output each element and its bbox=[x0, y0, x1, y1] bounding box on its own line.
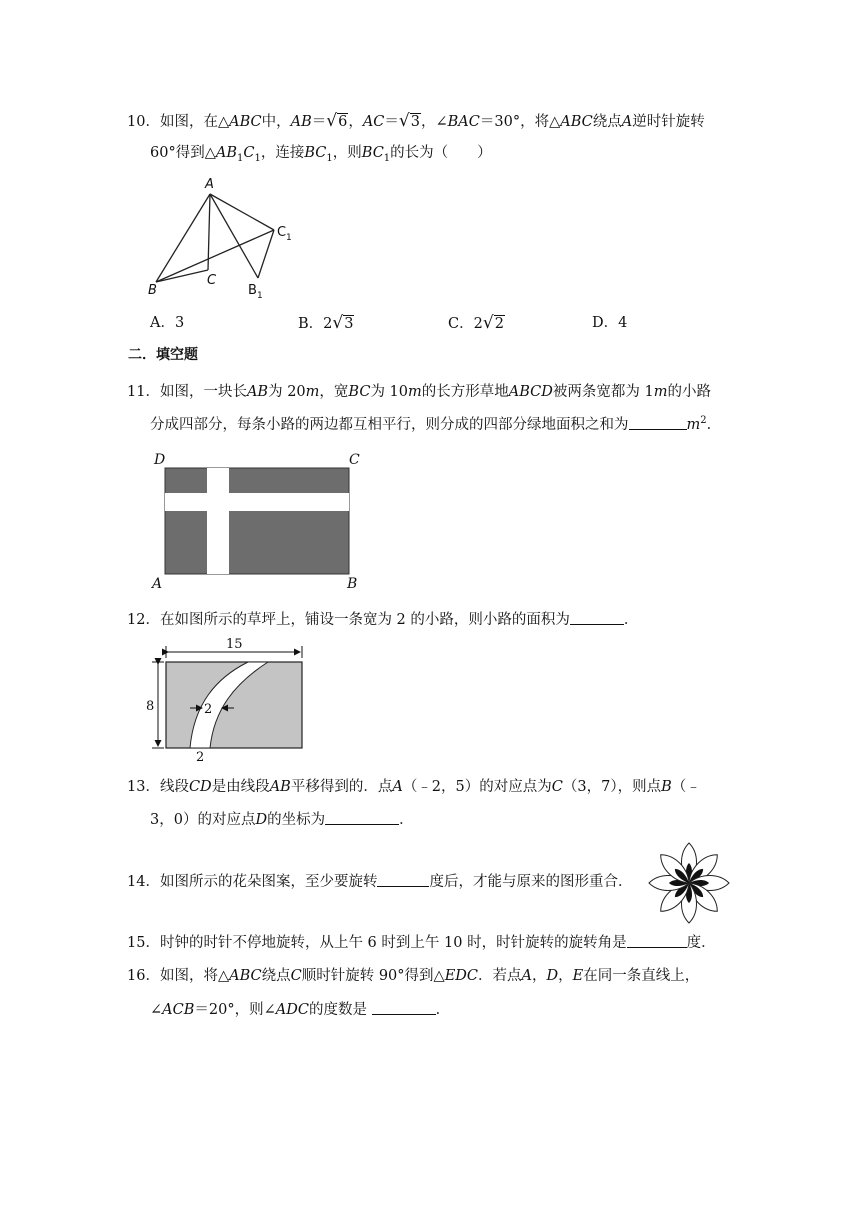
q10-triangle-figure bbox=[146, 174, 298, 300]
label-A: A bbox=[152, 576, 163, 592]
q16-line2: ∠ACB＝20°，则∠ADC的度数是 ． bbox=[150, 1002, 451, 1018]
answer-blank bbox=[325, 810, 399, 825]
q16-line1: 16．如图，将△ABC绕点C顺时针旋转 90°得到△EDC．若点A，D，E在同一条直线上， bbox=[127, 968, 700, 984]
label-C: C bbox=[349, 452, 360, 468]
section-fill-in-title: 二．填空题 bbox=[128, 347, 198, 363]
label-road-width: 2 bbox=[204, 702, 213, 717]
q10-line2: 60°得到$\triangle AB_1C_1$，连接$BC_1$，则$BC_1$的长为（ ） bbox=[150, 145, 492, 164]
answer-blank bbox=[627, 933, 687, 948]
answer-blank bbox=[372, 1000, 436, 1015]
q10-number: 10． bbox=[127, 114, 160, 130]
q13-line1: 13．线段CD是由线段AB平移得到的．点A（﹣2，5）的对应点为C（3，7），则点B（﹣ bbox=[127, 779, 701, 795]
flower-pattern-figure bbox=[644, 840, 734, 926]
q14-line: 14．如图所示的花朵图案，至少要旋转 度后，才能与原来的图形重合． bbox=[127, 874, 633, 890]
answer-blank bbox=[629, 415, 687, 430]
label-C1: C bbox=[277, 225, 287, 240]
label-D: D bbox=[154, 452, 166, 468]
sqrt-3: √3 bbox=[398, 111, 420, 131]
label-road-bottom: 2 bbox=[196, 750, 205, 762]
answer-blank bbox=[570, 610, 624, 625]
label-A: A bbox=[205, 177, 214, 192]
q11-line2: 分成四部分，每条小路的两边都互相平行，则分成的四部分绿地面积之和为 $m^2$． bbox=[150, 415, 722, 433]
label-B: B bbox=[148, 283, 157, 298]
label-B: B bbox=[347, 576, 358, 592]
label-B1: B bbox=[248, 283, 257, 298]
q10-line1: 10．如图，在△ABC中，AB＝√6，AC＝√3，∠BAC＝30°，将△ABC绕点A逆时针旋转 bbox=[127, 111, 705, 131]
label-C: C bbox=[207, 273, 217, 288]
sqrt-6: √6 bbox=[326, 111, 348, 131]
label-15: 15 bbox=[226, 637, 243, 652]
option-b: B．2√3 bbox=[298, 313, 354, 333]
answer-blank bbox=[377, 872, 429, 887]
label-8: 8 bbox=[146, 699, 155, 714]
q12-line: 12．在如图所示的草坪上，铺设一条宽为 2 的小路，则小路的面积为 ． bbox=[127, 612, 639, 628]
svg-text:1: 1 bbox=[286, 233, 292, 243]
q11-field-figure bbox=[146, 448, 362, 592]
svg-text:1: 1 bbox=[257, 291, 263, 300]
q12-lawn-figure bbox=[144, 634, 310, 762]
option-a: A．3 bbox=[150, 315, 185, 331]
q13-line2: 3，0）的对应点D的坐标为 ． bbox=[150, 812, 414, 828]
q15-line: 15．时钟的时针不停地旋转，从上午 6 时到上午 10 时，时针旋转的旋转角是 度． bbox=[127, 935, 716, 951]
q11-line1: 11．如图，一块长AB为 20m，宽BC为 10m的长方形草地ABCD被两条宽都为 1m的小路 bbox=[127, 384, 711, 400]
option-c: C．2√2 bbox=[448, 313, 504, 333]
option-d: D．4 bbox=[592, 315, 628, 331]
